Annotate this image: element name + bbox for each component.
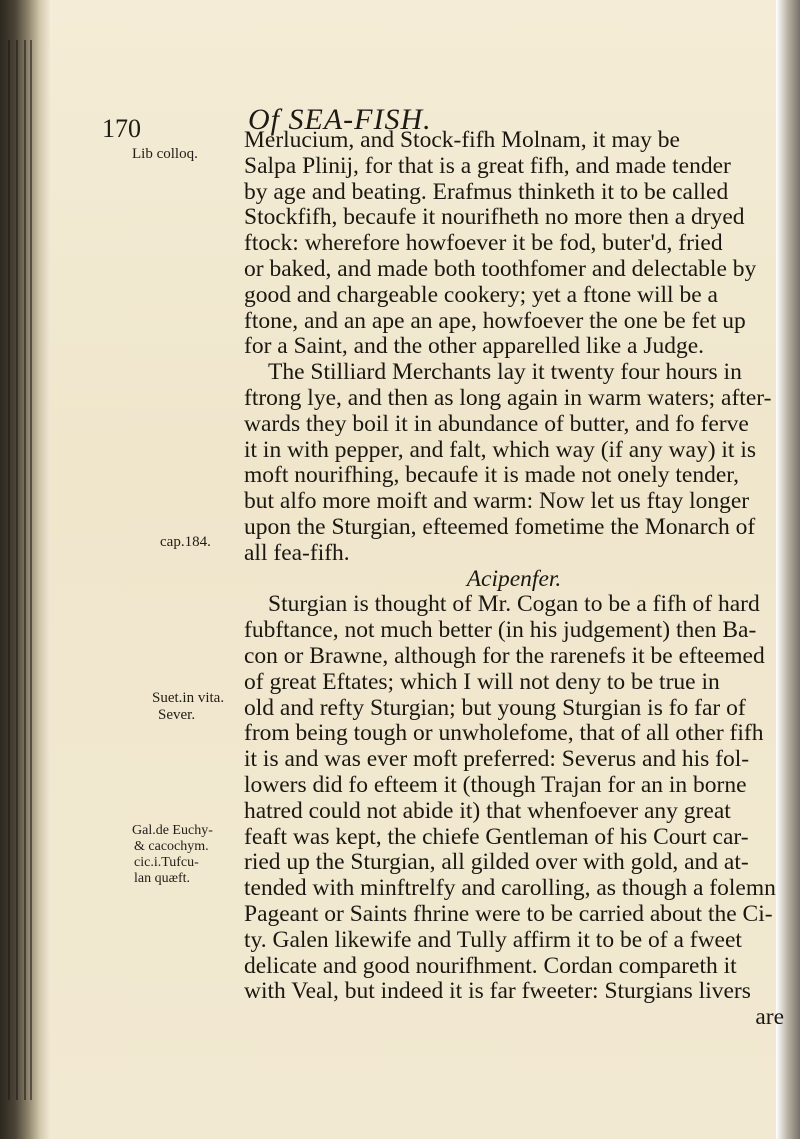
text-line: ried up the Sturgian, all gilded over with gold, and at-: [244, 850, 749, 876]
text-line: ftrong lye, and then as long again in warm waters; after-: [244, 385, 772, 411]
book-binding-shadow: [0, 0, 50, 1139]
margin-note-suet-line2: Sever.: [158, 707, 196, 723]
text-line: Sturgian is thought of Mr. Cogan to be a fifh of hard: [268, 592, 760, 618]
body-text: [244, 128, 784, 1031]
text-line: with Veal, but indeed it is far fweeter: Sturgians livers: [244, 979, 751, 1005]
text-line: feaft was kept, the chiefe Gentleman of his Court car-: [244, 824, 749, 850]
text-line: Merlucium, and Stock-fifh Molnam, it may be: [244, 128, 680, 153]
text-line: The Stilliard Merchants lay it twenty four hours in: [268, 360, 742, 386]
text-line: lowers did fo efteem it (though Trajan for an in borne: [244, 772, 747, 798]
text-line: good and chargeable cookery; yet a ftone will be a: [244, 282, 718, 308]
text-line: wards they boil it in abundance of butter, and fo ferve: [244, 411, 749, 437]
text-line: Pageant or Saints fhrine were to be carried about the Ci-: [244, 901, 773, 927]
text-line: it in with pepper, and falt, which way (if any way) it is: [244, 437, 757, 463]
text-line: upon the Sturgian, efteemed fometime the Monarch of: [244, 514, 756, 540]
text-line: delicate and good nourifhment. Cordan compareth it: [244, 953, 737, 979]
text-line: ftock: wherefore howfoever it be fod, buter'd, fried: [244, 231, 723, 257]
margin-note-gal-line2: & cacochym.: [134, 839, 209, 854]
text-line: con or Brawne, although for the rarenefs it be efteemed: [244, 643, 765, 669]
catchword: are: [755, 1005, 784, 1031]
text-line: Stockfifh, becaufe it nourifheth no more then a dryed: [244, 205, 745, 231]
margin-note-cap-184: cap.184.: [160, 534, 211, 550]
margin-note-suet-line1: Suet.in vita.: [152, 690, 225, 706]
text-line: it is and was ever moft preferred: Severus and his fol-: [244, 747, 750, 773]
text-line: fubftance, not much better (in his judgement) then Ba-: [244, 618, 757, 644]
text-line: tended with minftrelfy and carolling, as though a folemn: [244, 876, 776, 902]
margin-note-lib-colloq: Lib colloq.: [132, 146, 198, 162]
text-line: old and refty Sturgian; but young Sturgian is fo far of: [244, 695, 746, 721]
text-line: Salpa Plinij, for that is a great fifh, and made tender: [244, 153, 731, 179]
text-line: ftone, and an ape an ape, howfoever the one be fet up: [244, 308, 746, 334]
section-heading: Acipenfer.: [466, 566, 562, 592]
text-line: by age and beating. Erafmus thinketh it to be called: [244, 179, 729, 205]
text-line: but alfo more moift and warm: Now let us ftay longer: [244, 489, 750, 515]
text-line: from being tough or unwholefome, that of all other fifh: [244, 721, 764, 747]
text-line: ty. Galen likewife and Tully affirm it to be of a fweet: [244, 927, 742, 953]
text-line: all fea-fifh.: [244, 540, 350, 566]
text-line: for a Saint, and the other apparelled like a Judge.: [244, 334, 705, 360]
margin-note-gal-line1: Gal.de Euchy-: [132, 823, 213, 838]
text-line: hatred could not abide it) that whenfoever any great: [244, 798, 731, 824]
running-head: Of SEA-FISH.: [248, 103, 432, 136]
text-line: moft nourifhing, becaufe it is made not onely tender,: [244, 463, 740, 489]
margin-note-gal-line4: lan quæft.: [134, 871, 190, 886]
page-number: 170: [102, 114, 141, 143]
text-line: or baked, and made both toothfomer and delectable by: [244, 256, 757, 282]
text-line: of great Eftates; which I will not deny to be true in: [244, 669, 720, 695]
margin-note-gal-line3: cic.i.Tufcu-: [134, 855, 199, 870]
